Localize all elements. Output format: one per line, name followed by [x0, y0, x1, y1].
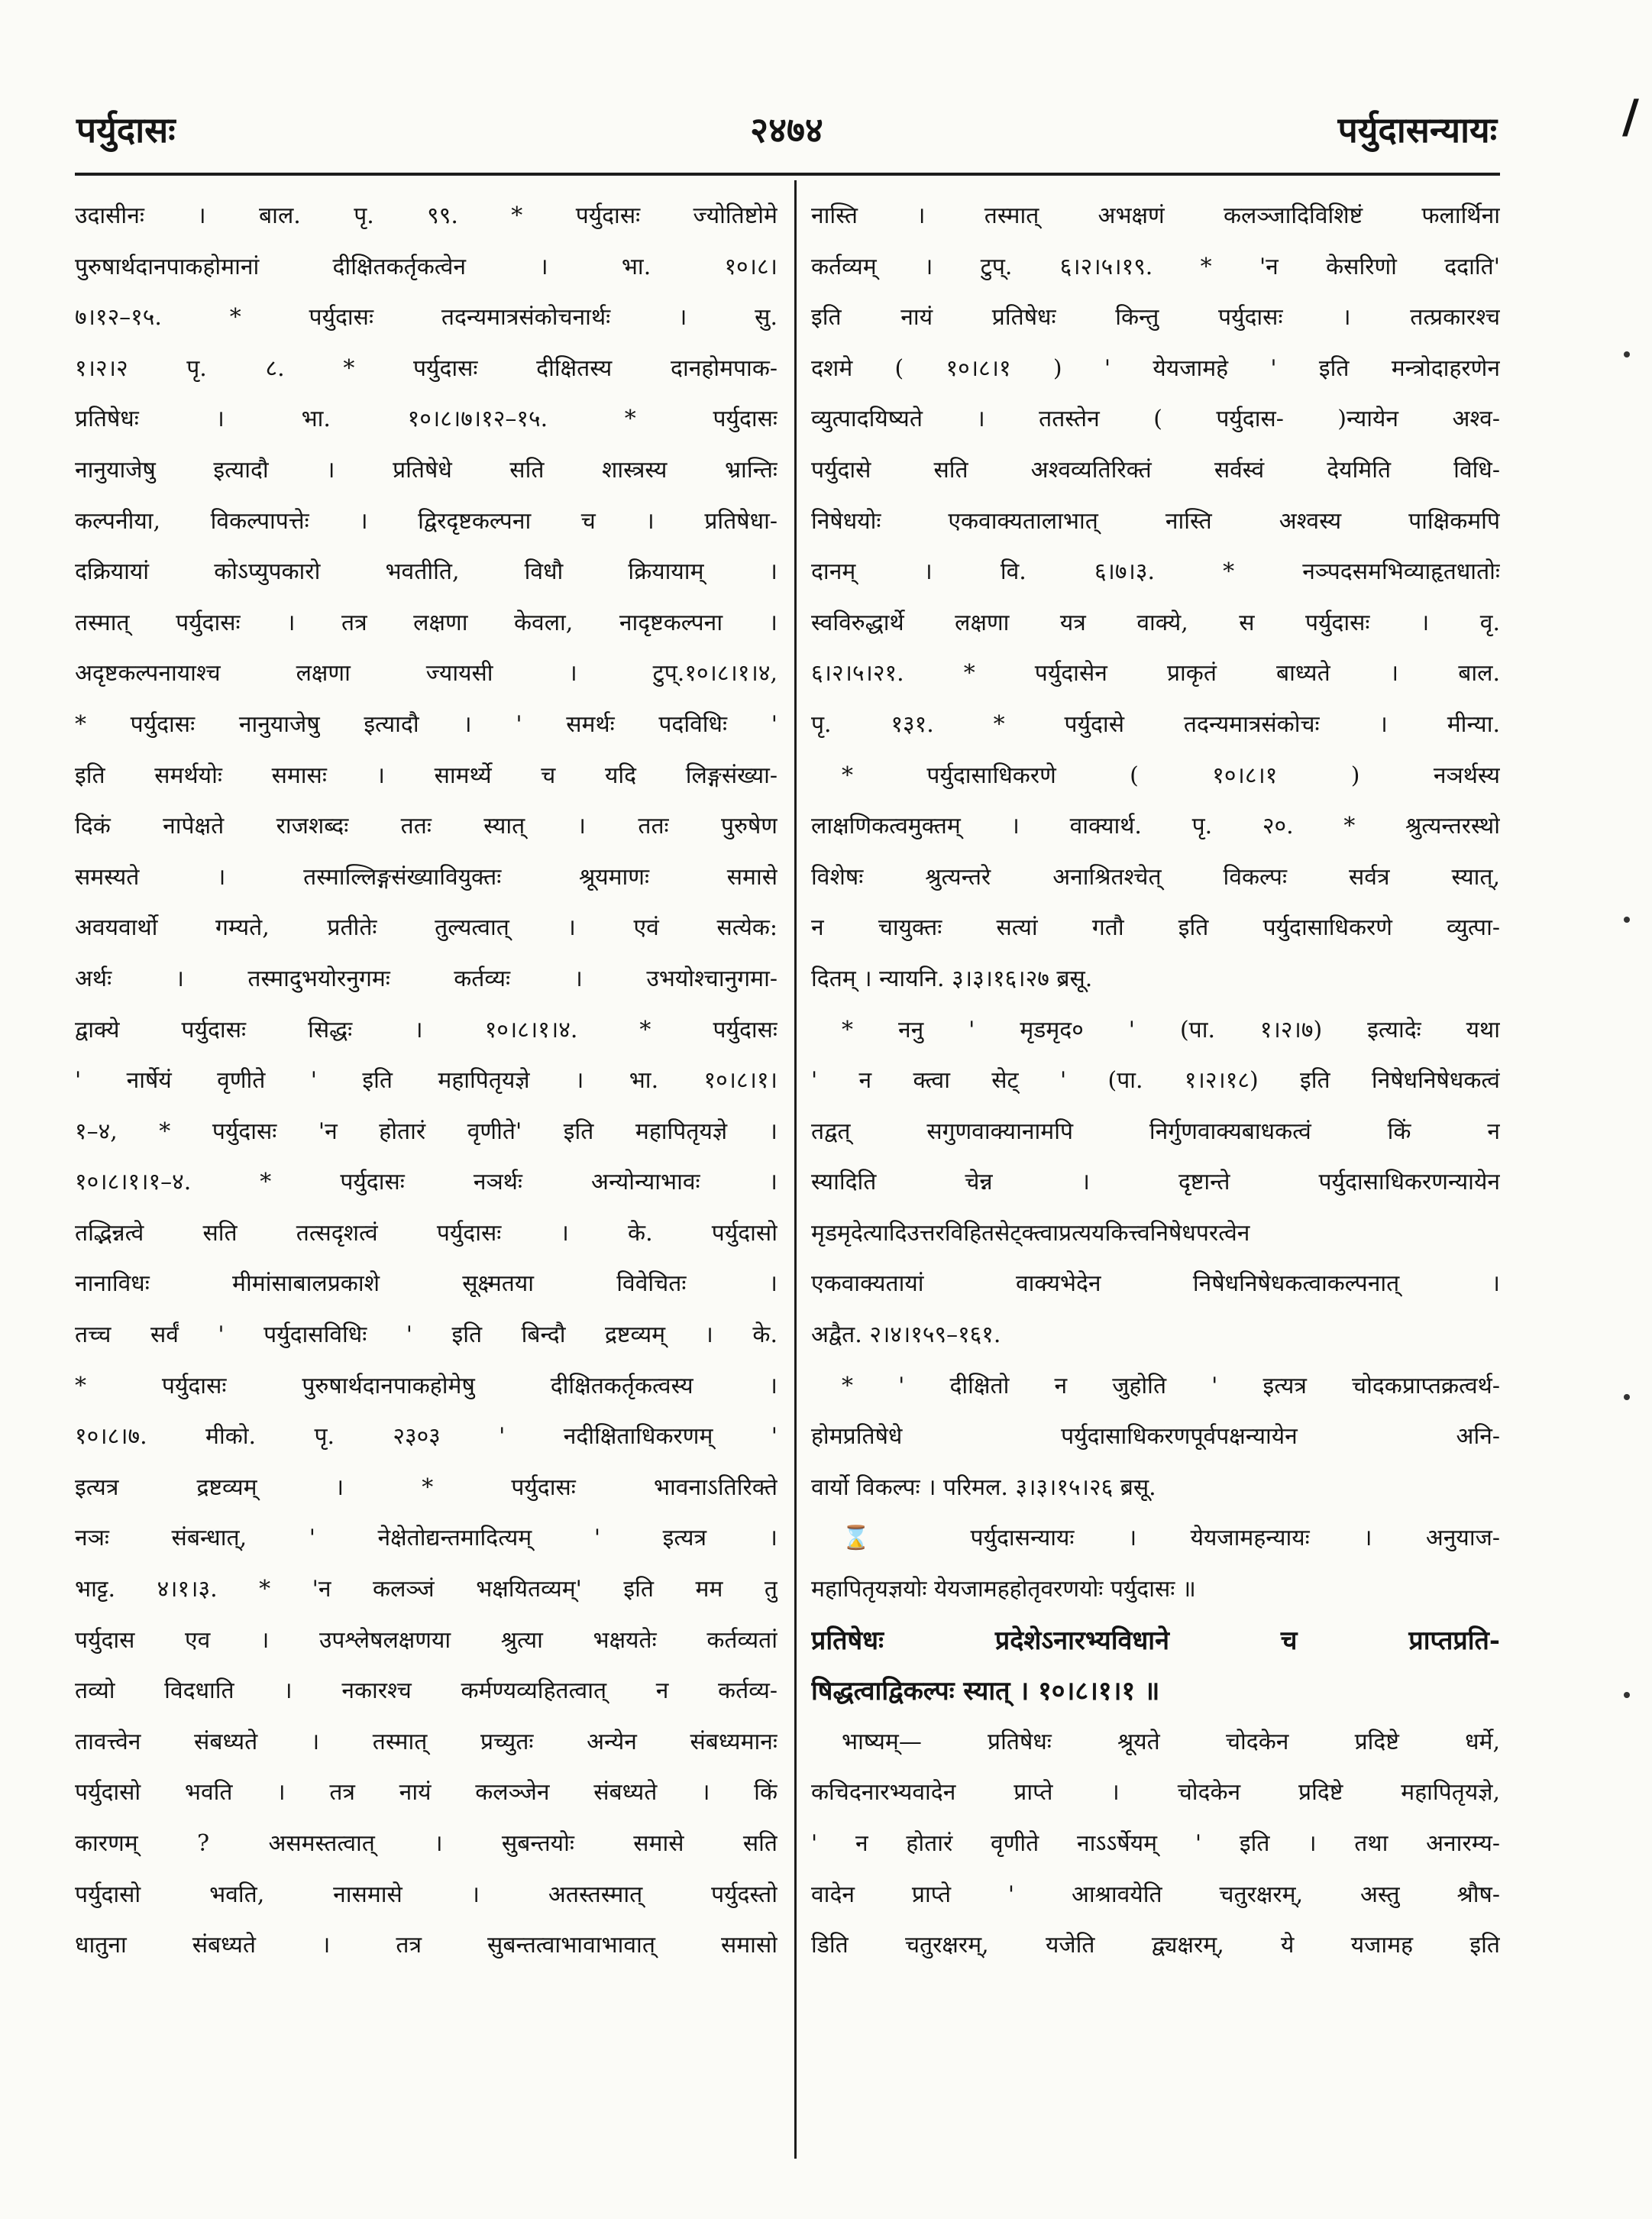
page-header [76, 105, 1497, 167]
text-line: १।२।२ पृ. ८. * पर्युदासः दीक्षितस्य दानहोमपाक- [75, 354, 778, 382]
header-right-headword: पर्युदासन्यायः [1337, 109, 1497, 150]
text-line: नानुयाजेषु इत्यादौ । प्रतिषेधे सति शास्त्रस्य भ्रान्तिः [75, 456, 778, 484]
text-line: दिकं नापेक्षते राजशब्दः ततः स्यात् । ततः पुरुषेण [75, 813, 778, 840]
header-left-headword: पर्युदासः [76, 109, 176, 150]
right-column [811, 191, 1500, 2162]
text-line: ' नार्षेयं वृणीते ' इति महापितृयज्ञे । भा. १०।८।१। [75, 1067, 778, 1095]
text-line: निषेधयोः एकवाक्यतालाभात् नास्ति अश्वस्य पाक्षिकमपि [811, 507, 1500, 535]
text-line: पृ. १३१. * पर्युदासे तदन्यमात्रसंकोचः । मीन्या. [811, 710, 1500, 738]
text-line: * ननु ' मृडमृद० ' (पा. १।२।७) इत्यादेः यथा [842, 1016, 1500, 1043]
text-line: कचिदनारभ्यवादेन प्राप्ते । चोदकेन प्रदिष्टे महापितृयज्ञे, [811, 1779, 1500, 1807]
text-line: द्वाक्ये पर्युदासः सिद्धः । १०।८।१।४. * पर्युदासः [75, 1016, 778, 1043]
margin-speck [1624, 917, 1630, 923]
text-line: नानाविधः मीमांसाबालप्रकाशे सूक्ष्मतया विवेचितः । [75, 1270, 778, 1298]
margin-speck [1624, 1692, 1630, 1698]
text-line: प्रतिषेधः प्रदेशेऽनारभ्यविधाने च प्राप्तप्रति- [811, 1625, 1500, 1656]
text-line: अवयवार्थो गम्यते, प्रतीतेः तुल्यत्वात् । एवं सत्येक: [75, 914, 778, 942]
text-line: वादेन प्राप्ते ' आश्रावयेति चतुरक्षरम्, अस्तु श्रौष- [811, 1881, 1500, 1908]
text-line: नञः संबन्धात्, ' नेक्षेतोद्यन्तमादित्यम् ' इत्यत्र । [75, 1525, 778, 1552]
text-line: अदृष्टकल्पनायाश्च लक्षणा ज्यायसी । टुप्.१०।८।१।४, [75, 660, 778, 687]
text-line: १०।८।१।१–४. * पर्युदासः नञर्थः अन्योन्याभावः । [75, 1169, 778, 1196]
text-line: धातुना संबध्यते । तत्र सुबन्तत्वाभावाभावात् समासो [75, 1932, 778, 1959]
text-line: पर्युदासो भवति, नासमासे । अतस्तस्मात् पर्युदस्तो [75, 1881, 778, 1908]
text-line: तव्यो विदधाति । नकारश्च कर्मण्यव्यहितत्वात् न कर्तव्य- [75, 1677, 778, 1705]
text-line: भाट्ट. ४।१।३. * 'न कलञ्जं भक्षयितव्यम्' इति मम तु [75, 1576, 778, 1603]
text-line: तद्वत् सगुणवाक्यानामपि निर्गुणवाक्यबाधकत्वं किं न [811, 1118, 1500, 1145]
text-line: इत्यत्र द्रष्टव्यम् । * पर्युदासः भावनाऽतिरिक्ते [75, 1473, 778, 1501]
text-line: नास्ति । तस्मात् अभक्षणं कलञ्जादिविशिष्टं फलार्थिना [811, 202, 1500, 229]
text-line: पुरुषार्थदानपाकहोमानां दीक्षितकर्तृकत्वेन । भा. १०।८। [75, 253, 778, 280]
text-line: वार्यो विकल्पः । परिमल. ३।३।१५।२६ ब्रसू. [811, 1473, 1156, 1501]
text-line: १–४, * पर्युदासः 'न होतारं वृणीते' इति महापितृयज्ञे । [75, 1118, 778, 1145]
text-line: कर्तव्यम् । टुप्. ६।२।५।१९. * 'न केसरिणो ददाति' [811, 253, 1500, 280]
text-line: तावत्त्वेन संबध्यते । तस्मात् प्रच्युतः अन्येन संबध्यमानः [75, 1728, 778, 1755]
text-line: कल्पनीया, विकल्पापत्तेः । द्विरदृष्टकल्पना च । प्रतिषेधा- [75, 507, 778, 535]
text-line: स्यादिति चेन्न । दृष्टान्ते पर्युदासाधिकरणन्यायेन [811, 1169, 1500, 1196]
text-line: स्वविरुद्धार्थे लक्षणा यत्र वाक्ये, स पर्युदासः । वृ. [811, 609, 1500, 636]
text-line: * पर्युदासः पुरुषार्थदानपाकहोमेषु दीक्षितकर्तृकत्वस्य । [75, 1372, 778, 1399]
text-line: व्युत्पादयिष्यते । ततस्तेन ( पर्युदास- )न्यायेन अश्व- [811, 406, 1500, 433]
text-line: उदासीनः । बाल. पृ. ९९. * पर्युदासः ज्योतिष्टोमे [75, 202, 778, 229]
text-line: ⌛ पर्युदासन्यायः । येयजामहन्यायः । अनुयाज- [842, 1525, 1500, 1552]
text-line: दानम् । वि. ६।७।३. * नञ्पदसमभिव्याहृतधातोः [811, 558, 1500, 586]
text-line: दशमे ( १०।८।१ ) ' येयजामहे ' इति मन्त्रोदाहरणेन [811, 354, 1500, 382]
text-line: दितम् । न्यायनि. ३।३।१६।२७ ब्रसू. [811, 965, 1093, 992]
text-line: प्रतिषेधः । भा. १०।८।७।१२–१५. * पर्युदासः [75, 406, 778, 433]
text-line: * ' दीक्षितो न जुहोति ' इत्यत्र चोदकप्राप्तक्रत्वर्थ- [842, 1372, 1500, 1399]
text-line: कारणम् ? असमस्तत्वात् । सुबन्तयोः समासे सति [75, 1830, 778, 1857]
text-line: तस्मात् पर्युदासः । तत्र लक्षणा केवला, नादृष्टकल्पना । [75, 609, 778, 636]
text-line: मृडमृदेत्यादिउत्तरविहितसेट्क्त्वाप्रत्ययकित्त्वनिषेधपरत्वेन [811, 1219, 1250, 1247]
header-rule [75, 173, 1500, 176]
text-line: पर्युदास एव । उपश्लेषलक्षणया श्रुत्या भक्षयतेः कर्तव्यतां [75, 1626, 778, 1654]
margin-speck [1624, 351, 1630, 357]
text-line: ' न क्त्वा सेट् ' (पा. १।२।१८) इति निषेधनिषेधकत्वं [811, 1067, 1500, 1095]
text-line: इति समर्थयोः समासः । सामर्थ्ये च यदि लिङ्गसंख्या- [75, 762, 778, 789]
column-divider [794, 180, 797, 2159]
text-line: पर्युदासो भवति । तत्र नायं कलञ्जेन संबध्यते । किं [75, 1779, 778, 1807]
text-line: महापितृयज्ञयोः येयजामहहोतृवरणयोः पर्युदासः ॥ [811, 1576, 1196, 1603]
text-line: होमप्रतिषेधे पर्युदासाधिकरणपूर्वपक्षन्यायेन अनि- [811, 1423, 1500, 1451]
text-line: दक्रियायां कोऽप्युपकारो भवतीति, विधौ क्रियायाम् । [75, 558, 778, 586]
text-line: ७।१२–१५. * पर्युदासः तदन्यमात्रसंकोचनार्थः । सु. [75, 304, 778, 332]
text-line: अद्वैत. २।४।१५९–१६१. [811, 1321, 1001, 1349]
text-line: विशेषः श्रुत्यन्तरे अनाश्रितश्चेत् विकल्पः सर्वत्र स्यात्, [811, 863, 1500, 891]
margin-speck [1624, 1394, 1630, 1400]
text-line: इति नायं प्रतिषेधः किन्तु पर्युदासः । तत्प्रकारश्च [811, 304, 1500, 332]
text-line: डिति चतुरक्षरम्, यजेति द्व्यक्षरम्, ये यजामह इति [811, 1932, 1500, 1959]
text-line: १०।८।७. मीको. पृ. २३०३ ' नदीक्षिताधिकरणम् ' [75, 1423, 778, 1451]
text-line: ६।२।५।२१. * पर्युदासेन प्राकृतं बाध्यते । बाल. [811, 660, 1500, 687]
text-line: * पर्युदासाधिकरणे ( १०।८।१ ) नञर्थस्य [842, 762, 1500, 789]
left-column [75, 191, 778, 2162]
text-line: अर्थः । तस्मादुभयोरनुगमः कर्तव्यः । उभयोश्चानुगमा- [75, 965, 778, 992]
text-line: भाष्यम्— प्रतिषेधः श्रूयते चोदकेन प्रदिष्टे धर्मे, [842, 1728, 1500, 1755]
edge-mark: / [1622, 90, 1639, 144]
text-line: * पर्युदासः नानुयाजेषु इत्यादौ । ' समर्थः पदविधिः ' [75, 710, 778, 738]
text-line: पर्युदासे सति अश्वव्यतिरिक्तं सर्वस्वं देयमिति विधि- [811, 456, 1500, 484]
page-number: २४७४ [750, 109, 823, 150]
text-line: समस्यते । तस्माल्लिङ्गसंख्यावियुक्तः श्रूयमाणः समासे [75, 863, 778, 891]
text-line: न चायुक्तः सत्यां गतौ इति पर्युदासाधिकरणे व्युत्पा- [811, 914, 1500, 942]
text-line: एकवाक्यतायां वाक्यभेदेन निषेधनिषेधकत्वाकल्पनात् । [811, 1270, 1500, 1298]
text-line: लाक्षणिकत्वमुक्तम् । वाक्यार्थ. पृ. २०. * श्रुत्यन्तरस्थो [811, 813, 1500, 840]
text-line: तद्भिन्नत्वे सति तत्सदृशत्वं पर्युदासः । के. पर्युदासो [75, 1219, 778, 1247]
text-line: ' न होतारं वृणीते नाऽऽर्षेयम् ' इति । तथा अनारम्य- [811, 1830, 1500, 1857]
text-line: षिद्धत्वाद्विकल्पः स्यात् । १०।८।१।१ ॥ [811, 1676, 1160, 1707]
text-line: तच्च सर्वं ' पर्युदासविधिः ' इति बिन्दौ द्रष्टव्यम् । के. [75, 1321, 778, 1349]
